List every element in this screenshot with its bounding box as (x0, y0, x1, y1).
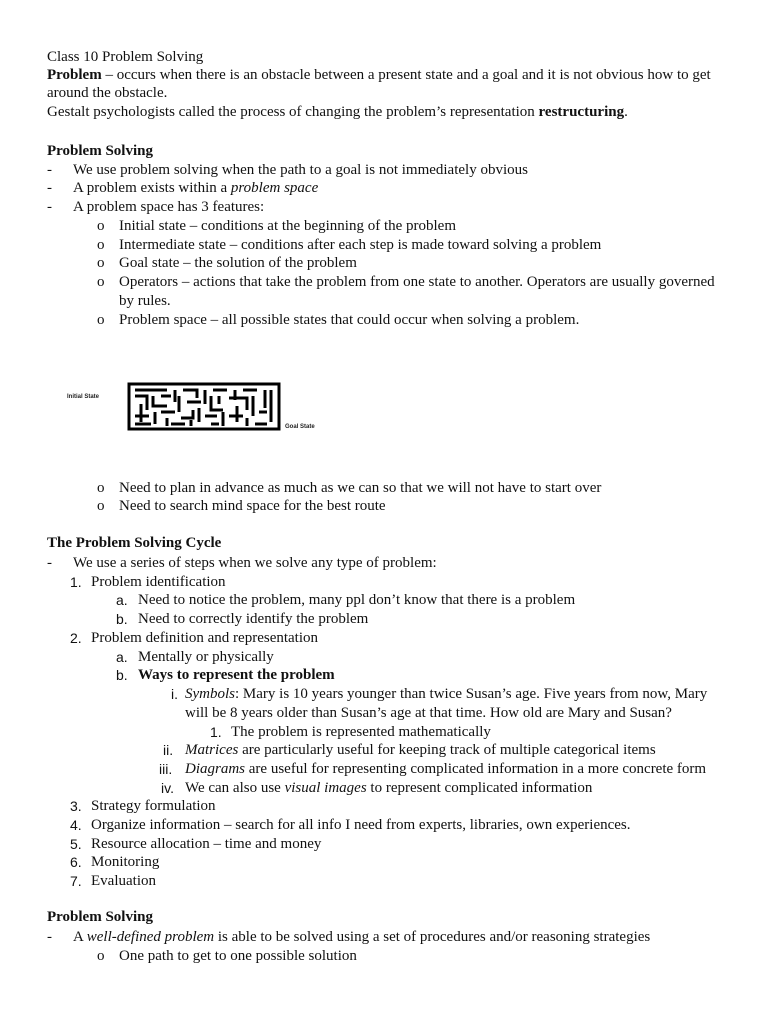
problem-definition: – occurs when there is an obstacle between a present state and a goal and it is not obvious how to get around the obstacle. (47, 67, 711, 101)
circle-marker: o (97, 274, 105, 290)
diagrams-term: Diagrams (185, 761, 246, 777)
list-item: We use problem solving when the path to a goal is not immediately obvious (73, 162, 528, 178)
visual-images-term: visual images (284, 780, 367, 796)
gestalt-line (47, 103, 628, 121)
initial-state-label: Initial State (67, 394, 100, 400)
roman-marker: iv. (161, 780, 174, 796)
step-1: Problem identification (91, 574, 226, 590)
gestalt-period: . (624, 104, 628, 120)
letter-marker: b. (116, 667, 128, 683)
number-marker: 3. (70, 798, 82, 814)
maze-image (127, 382, 282, 432)
step-6: Monitoring (91, 854, 160, 870)
step-1a: Need to notice the problem, many ppl don’t know that there is a problem (138, 592, 576, 608)
feature-initial-state: Initial state – conditions at the beginning of the problem (119, 218, 457, 234)
number-marker: 6. (70, 854, 82, 870)
circle-marker: o (97, 255, 105, 271)
after-maze-item: Need to plan in advance as much as we can so that we will not have to start over (119, 480, 602, 496)
matrices-text: are particularly useful for keeping track of multiple categorical items (238, 742, 656, 758)
matrices-term: Matrices (185, 742, 239, 758)
section-heading-cycle: The Problem Solving Cycle (47, 535, 222, 551)
number-marker: 2. (70, 630, 82, 646)
well-defined-pre: A (73, 929, 87, 945)
letter-marker: a. (116, 592, 128, 608)
symbols-term: Symbols (185, 686, 235, 702)
roman-marker: ii. (163, 742, 174, 758)
gestalt-text: Gestalt psychologists called the process of changing the problem’s representation (47, 104, 539, 120)
maze-figure (67, 382, 367, 452)
step-1b: Need to correctly identify the problem (138, 611, 369, 627)
letter-marker: a. (116, 649, 128, 665)
step-3: Strategy formulation (91, 798, 216, 814)
step-5: Resource allocation – time and money (91, 836, 322, 852)
roman-marker: i. (171, 686, 178, 702)
circle-marker: o (97, 237, 105, 253)
visual-pre: We can also use (185, 780, 285, 796)
dash-marker: - (47, 929, 52, 945)
list-item: A problem space has 3 features: (73, 199, 265, 215)
step-2b: Ways to represent the problem (138, 667, 335, 683)
step-7: Evaluation (91, 873, 156, 889)
after-maze-item: Need to search mind space for the best route (119, 498, 386, 514)
cycle-intro: We use a series of steps when we solve any type of problem: (73, 555, 437, 571)
goal-state-label: Goal State (285, 424, 315, 430)
feature-goal-state: Goal state – the solution of the problem (119, 255, 357, 271)
visual-post: to represent complicated information (366, 780, 593, 796)
roman-marker: iii. (159, 761, 173, 777)
diagrams-line (185, 760, 706, 778)
symbols-text: : Mary is 10 years younger than twice Susan’s age. Five years from now, Mary (235, 686, 708, 702)
problem-definition-line1 (47, 66, 737, 102)
step-2: Problem definition and representation (91, 630, 319, 646)
letter-marker: b. (116, 611, 128, 627)
section-heading-problem-solving-2: Problem Solving (47, 909, 153, 925)
well-defined-post: is able to be solved using a set of procedures and/or reasoning strategies (214, 929, 651, 945)
number-marker: 4. (70, 817, 82, 833)
step-4: Organize information – search for all info I need from experts, libraries, own experiences. (91, 817, 631, 833)
dash-marker: - (47, 555, 52, 571)
feature-intermediate-state: Intermediate state – conditions after each step is made toward solving a problem (119, 237, 602, 253)
circle-marker: o (97, 218, 105, 234)
section-heading-problem-solving: Problem Solving (47, 143, 153, 159)
dash-marker: - (47, 199, 52, 215)
number-marker: 7. (70, 873, 82, 889)
visual-images-line (185, 779, 592, 797)
restructuring-term: restructuring (538, 104, 625, 120)
doc-title: Class 10 Problem Solving (47, 49, 204, 65)
problem-space-term: problem space (230, 180, 319, 196)
number-marker: 1. (210, 724, 222, 740)
feature-problem-space: Problem space – all possible states that could occur when solving a problem. (119, 312, 580, 328)
feature-operators-cont: by rules. (119, 293, 171, 309)
circle-marker: o (97, 480, 105, 496)
well-defined-term: well-defined problem (86, 929, 215, 945)
list-item-text: A problem exists within a (73, 180, 231, 196)
symbols-line1 (185, 685, 707, 703)
well-defined-line (73, 928, 650, 946)
one-path-item: One path to get to one possible solution (119, 948, 357, 964)
symbols-sub: The problem is represented mathematically (231, 724, 491, 740)
problem-term: Problem (47, 67, 102, 83)
circle-marker: o (97, 312, 105, 328)
list-item (73, 179, 318, 197)
number-marker: 1. (70, 574, 82, 590)
diagrams-text: are useful for representing complicated information in a more concrete form (245, 761, 707, 777)
number-marker: 5. (70, 836, 82, 852)
symbols-line2: will be 8 years older than Susan’s age at that time. How old are Mary and Susan? (185, 705, 672, 721)
feature-operators: Operators – actions that take the problem from one state to another. Operators are usually governed (119, 274, 715, 290)
circle-marker: o (97, 948, 105, 964)
dash-marker: - (47, 162, 52, 178)
dash-marker: - (47, 180, 52, 196)
step-2a: Mentally or physically (138, 649, 274, 665)
matrices-line (185, 741, 656, 759)
circle-marker: o (97, 498, 105, 514)
